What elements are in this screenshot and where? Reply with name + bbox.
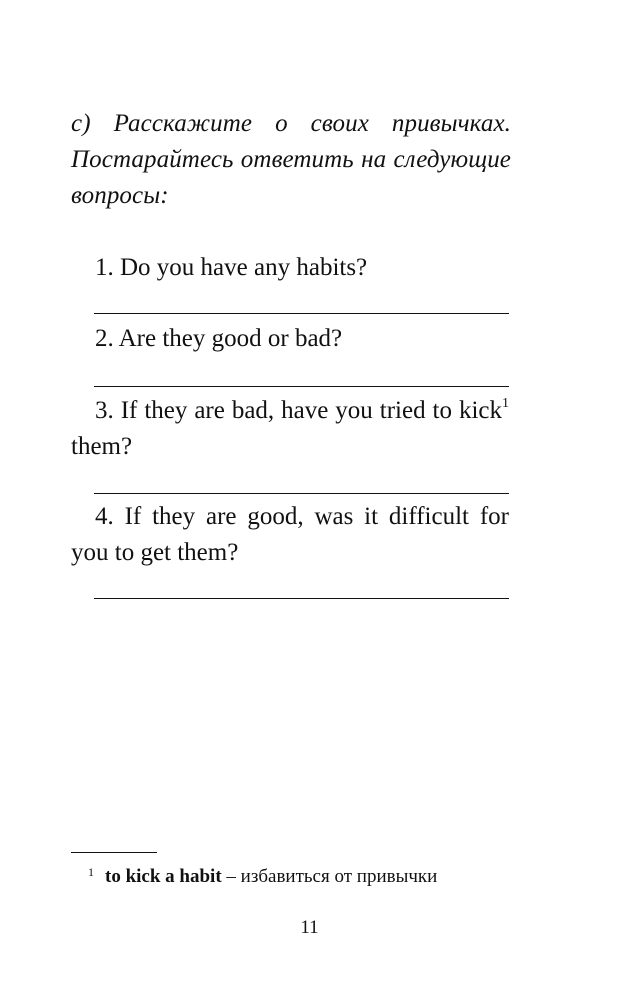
- page-number: 11: [300, 917, 319, 938]
- exercise-instruction: c) Расскажите о своих привычках. Постарайтесь ответить на следующие вопросы:: [71, 110, 511, 209]
- answer-line-1[interactable]: [94, 313, 509, 314]
- footnote: [88, 864, 528, 891]
- footnote-term: to kick a habit: [105, 866, 222, 887]
- answer-line-4[interactable]: [94, 598, 509, 599]
- answer-line-3[interactable]: [94, 493, 509, 494]
- question-2: 2. Are they good or bad?: [95, 325, 343, 352]
- question-3-text-end: them?: [71, 433, 133, 460]
- question-3-text: 3. If they are bad, have you tried to kick: [95, 397, 502, 424]
- footnote-marker: 1: [88, 865, 94, 879]
- footnote-separator: [71, 852, 157, 853]
- answer-line-2[interactable]: [94, 386, 509, 387]
- footnote-definition: – избавиться от привычки: [221, 866, 438, 887]
- footnote-reference[interactable]: 1: [502, 395, 509, 411]
- question-4: 4. If they are good, was it difficult for you to get them?: [71, 503, 509, 566]
- question-1: 1. Do you have any habits?: [95, 254, 368, 281]
- question-3: [71, 393, 509, 465]
